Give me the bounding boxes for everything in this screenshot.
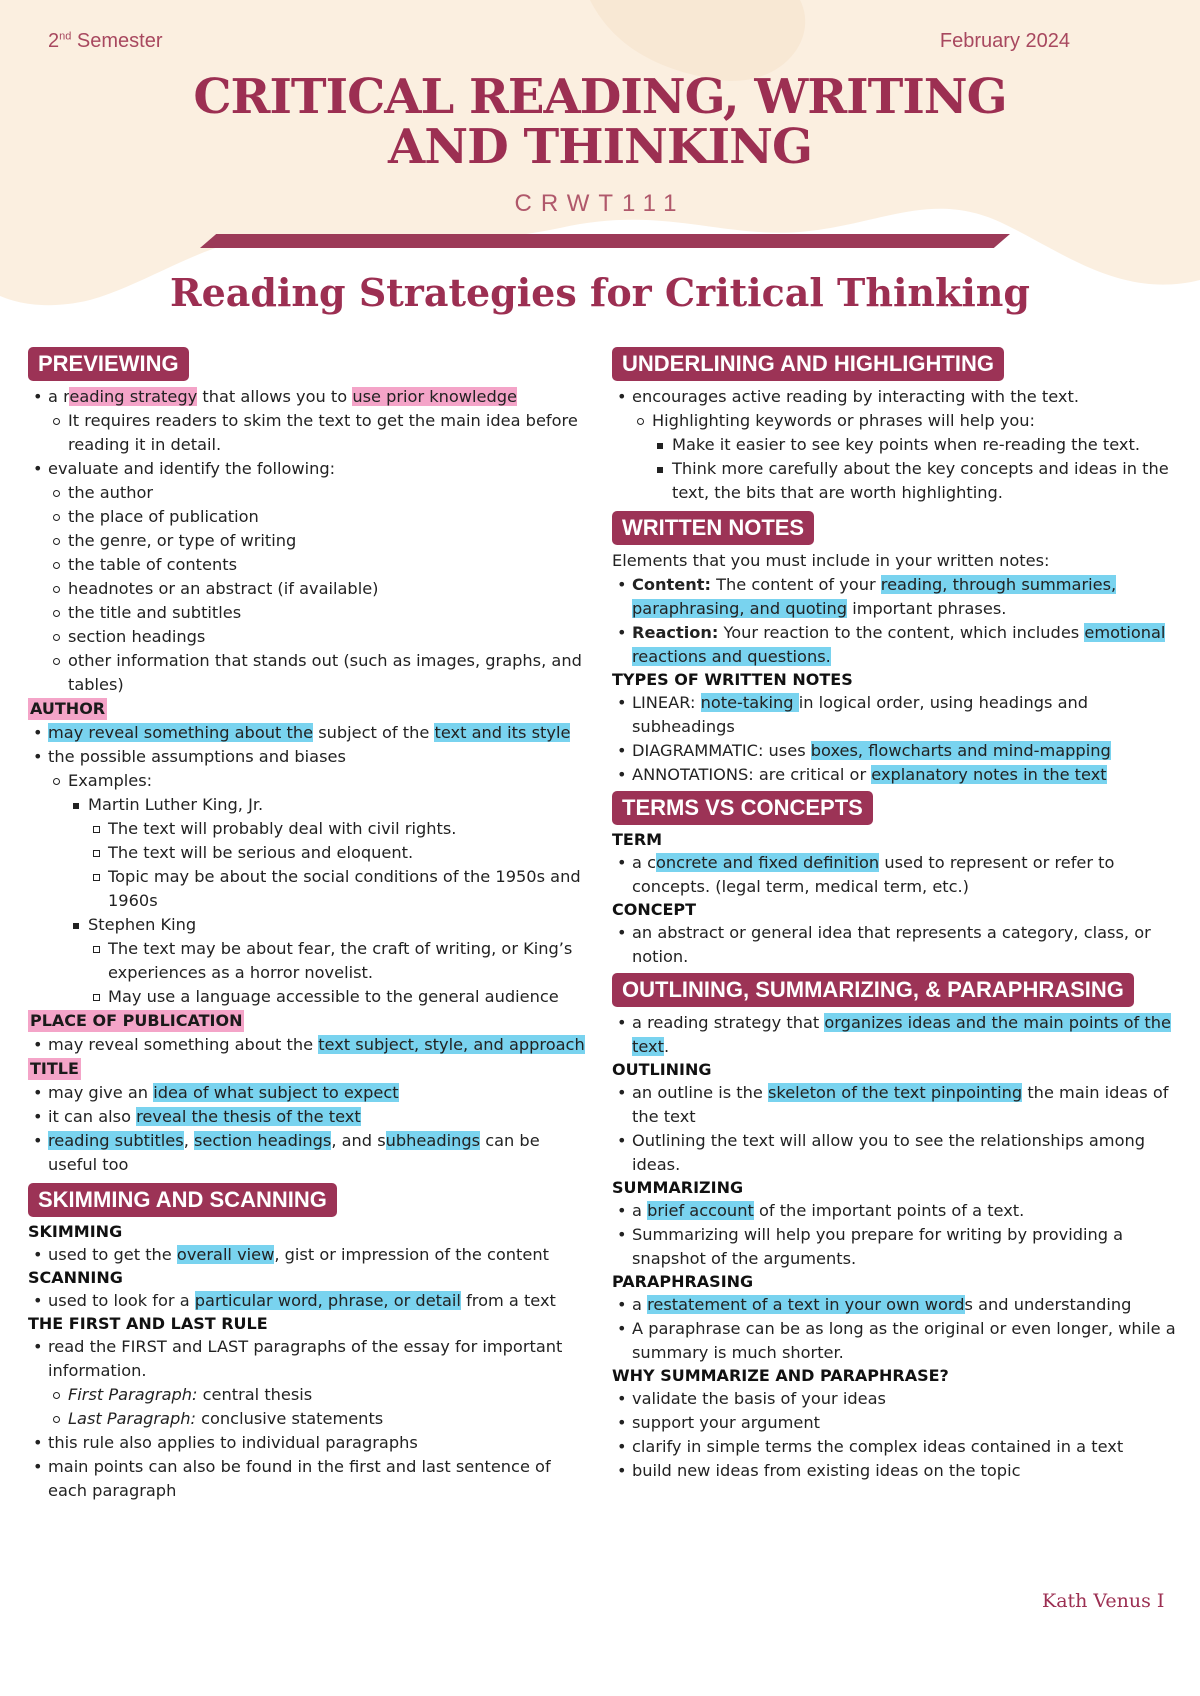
- rule-list: [28, 1335, 593, 1503]
- list-item: May use a language accessible to the general audience: [108, 985, 593, 1009]
- list-item: Topic may be about the social conditions of the 1950s and 1960s: [108, 865, 593, 913]
- subheading-skimming: SKIMMING: [28, 1222, 123, 1241]
- author-signature: Kath Venus I: [1042, 1590, 1165, 1612]
- list-item: the table of contents: [68, 553, 593, 577]
- list-item: First Paragraph: central thesis: [68, 1383, 593, 1407]
- list-item: • a concrete and fixed definition used to represent or refer to concepts. (legal term, medical term, etc.): [632, 851, 1182, 899]
- concept-list: [612, 921, 1182, 969]
- list-item: the title and subtitles: [68, 601, 593, 625]
- section-heading-terms: TERMS VS CONCEPTS: [612, 791, 873, 825]
- title-list: [28, 1081, 593, 1177]
- course-code: CRWT111: [514, 190, 686, 217]
- list-item: Highlighting keywords or phrases will help you: Make it easier to see key points when re-reading the text. Think more carefully about the key concepts and ideas in the text, the bits that are worth highlighting.: [652, 409, 1182, 505]
- list-item: • a reading strategy that allows you to use prior knowledge It requires readers to skim the text to get the main idea before reading it in detail.: [48, 385, 593, 457]
- list-item: • main points can also be found in the first and last sentence of each paragraph: [48, 1455, 593, 1503]
- list-item: the place of publication: [68, 505, 593, 529]
- title-divider: [200, 234, 1010, 248]
- list-item: • may reveal something about the subject of the text and its style: [48, 721, 593, 745]
- list-item: Examples: Martin Luther King, Jr. The text will probably deal with civil rights. The text will be serious and eloquent. Topic may be about the social conditions of the 1950s and 1960s Stephen King The text may be about fear, the craft of writing, or King’s experiences as a horror novelist. May use a language accessible to the general audience: [68, 769, 593, 1009]
- notes-list: [612, 573, 1182, 669]
- list-item: • clarify in simple terms the complex ideas contained in a text: [632, 1435, 1182, 1459]
- list-item: Last Paragraph: conclusive statements: [68, 1407, 593, 1431]
- list-item: section headings: [68, 625, 593, 649]
- list-item: • encourages active reading by interacting with the text. Highlighting keywords or phrases will help you: Make it easier to see key points when re-reading the text. Think more carefully about the key concepts and ideas in the text, the bits that are worth highlighting.: [632, 385, 1182, 505]
- subheading-scanning: SCANNING: [28, 1268, 123, 1287]
- list-item: other information that stands out (such as images, graphs, and tables): [68, 649, 593, 697]
- list-item: • support your argument: [632, 1411, 1182, 1435]
- page-title: [0, 69, 1200, 175]
- subheading-concept: CONCEPT: [612, 900, 697, 919]
- subheading-term: TERM: [612, 830, 663, 849]
- section-heading-written-notes: WRITTEN NOTES: [612, 511, 814, 545]
- list-item: • Summarizing will help you prepare for writing by providing a snapshot of the arguments.: [632, 1223, 1182, 1271]
- list-item: Think more carefully about the key concepts and ideas in the text, the bits that are worth highlighting.: [672, 457, 1182, 505]
- list-item: Martin Luther King, Jr. The text will probably deal with civil rights. The text will be serious and eloquent. Topic may be about the social conditions of the 1950s and 1960s: [88, 793, 593, 913]
- list-item: • this rule also applies to individual paragraphs: [48, 1431, 593, 1455]
- list-item: The text will be serious and eloquent.: [108, 841, 593, 865]
- list-item: • read the FIRST and LAST paragraphs of the essay for important information. First Paragraph: central thesis Last Paragraph: conclusive statements: [48, 1335, 593, 1431]
- list-item: Stephen King The text may be about fear, the craft of writing, or King’s experiences as a horror novelist. May use a language accessible to the general audience: [88, 913, 593, 1009]
- previewing-list: [28, 385, 593, 697]
- list-item: • it can also reveal the thesis of the text: [48, 1105, 593, 1129]
- section-heading-skimming: SKIMMING AND SCANNING: [28, 1183, 337, 1217]
- list-item: • Reaction: Your reaction to the content, which includes emotional reactions and questions.: [632, 621, 1182, 669]
- subheading-outlining: OUTLINING: [612, 1060, 712, 1079]
- list-item: It requires readers to skim the text to get the main idea before reading it in detail.: [68, 409, 593, 457]
- term-list: [612, 851, 1182, 899]
- list-item: • may reveal something about the text subject, style, and approach: [48, 1033, 593, 1057]
- list-item: • an outline is the skeleton of the text pinpointing the main ideas of the text: [632, 1081, 1182, 1129]
- author-list: [28, 721, 593, 1009]
- list-item: • evaluate and identify the following: the author the place of publication the genre, or type of writing the table of contents headnotes or an abstract (if available) the title and subtitles section headings other information that stands out (such as images, graphs, and tables): [48, 457, 593, 697]
- page-subtitle: Reading Strategies for Critical Thinking: [170, 270, 1030, 315]
- list-item: • DIAGRAMMATIC: uses boxes, flowcharts and mind-mapping: [632, 739, 1182, 763]
- list-item: • Outlining the text will allow you to see the relationships among ideas.: [632, 1129, 1182, 1177]
- outlining-intro-list: [612, 1011, 1182, 1059]
- subheading-place-of-publication: PLACE OF PUBLICATION: [30, 1011, 243, 1030]
- place-list: [28, 1033, 593, 1057]
- subheading-title: TITLE: [30, 1059, 79, 1078]
- left-column: [28, 345, 593, 1503]
- list-item: the author: [68, 481, 593, 505]
- paraphrasing-list: [612, 1293, 1182, 1365]
- list-item: • a restatement of a text in your own words and understanding: [632, 1293, 1182, 1317]
- types-list: [612, 691, 1182, 787]
- list-item: The text may be about fear, the craft of writing, or King’s experiences as a horror novelist.: [108, 937, 593, 985]
- list-item: The text will probably deal with civil rights.: [108, 817, 593, 841]
- date-label: February 2024: [939, 30, 1070, 52]
- title-line-1: CRITICAL READING, WRITING: [193, 69, 1007, 125]
- list-item: • ANNOTATIONS: are critical or explanatory notes in the text: [632, 763, 1182, 787]
- summarizing-list: [612, 1199, 1182, 1271]
- list-item: • validate the basis of your ideas: [632, 1387, 1182, 1411]
- subheading-types-of-notes: TYPES OF WRITTEN NOTES: [612, 670, 853, 689]
- section-heading-previewing: PREVIEWING: [28, 347, 189, 381]
- subheading-paraphrasing: PARAPHRASING: [612, 1272, 754, 1291]
- list-item: Make it easier to see key points when re-reading the text.: [672, 433, 1182, 457]
- list-item: • reading subtitles, section headings, and subheadings can be useful too: [48, 1129, 593, 1177]
- subheading-author: AUTHOR: [30, 699, 106, 718]
- notes-intro: Elements that you must include in your written notes:: [612, 551, 1050, 570]
- section-heading-outlining: OUTLINING, SUMMARIZING, & PARAPHRASING: [612, 973, 1134, 1007]
- subheading-summarizing: SUMMARIZING: [612, 1178, 744, 1197]
- list-item: • used to look for a particular word, phrase, or detail from a text: [48, 1289, 593, 1313]
- list-item: • A paraphrase can be as long as the original or even longer, while a summary is much shorter.: [632, 1317, 1182, 1365]
- right-column: [612, 345, 1182, 1483]
- list-item: • Content: The content of your reading, through summaries, paraphrasing, and quoting important phrases.: [632, 573, 1182, 621]
- list-item: the genre, or type of writing: [68, 529, 593, 553]
- title-line-2: AND THINKING: [388, 119, 812, 175]
- section-heading-underlining: UNDERLINING AND HIGHLIGHTING: [612, 347, 1004, 381]
- list-item: • used to get the overall view, gist or impression of the content: [48, 1243, 593, 1267]
- semester-label: 2nd Semester: [48, 30, 163, 52]
- list-item: • the possible assumptions and biases Examples: Martin Luther King, Jr. The text will probably deal with civil rights. The text will be serious and eloquent. Topic may be about the social conditions of the 1950s and 1960s Stephen King The text may be about fear, the craft of writing, or King’s experiences as a horror novelist. May use a language accessible to the general audience: [48, 745, 593, 1009]
- list-item: • may give an idea of what subject to expect: [48, 1081, 593, 1105]
- list-item: • an abstract or general idea that represents a category, class, or notion.: [632, 921, 1182, 969]
- subheading-why-summarize: WHY SUMMARIZE AND PARAPHRASE?: [612, 1366, 949, 1385]
- skimming-list: [28, 1243, 593, 1267]
- list-item: headnotes or an abstract (if available): [68, 577, 593, 601]
- list-item: • LINEAR: note-taking in logical order, using headings and subheadings: [632, 691, 1182, 739]
- scanning-list: [28, 1289, 593, 1313]
- outlining-list: [612, 1081, 1182, 1177]
- subheading-first-last-rule: THE FIRST AND LAST RULE: [28, 1314, 268, 1333]
- list-item: • a reading strategy that organizes ideas and the main points of the text.: [632, 1011, 1182, 1059]
- underlining-list: [612, 385, 1182, 505]
- list-item: • a brief account of the important points of a text.: [632, 1199, 1182, 1223]
- list-item: • build new ideas from existing ideas on the topic: [632, 1459, 1182, 1483]
- why-list: [612, 1387, 1182, 1483]
